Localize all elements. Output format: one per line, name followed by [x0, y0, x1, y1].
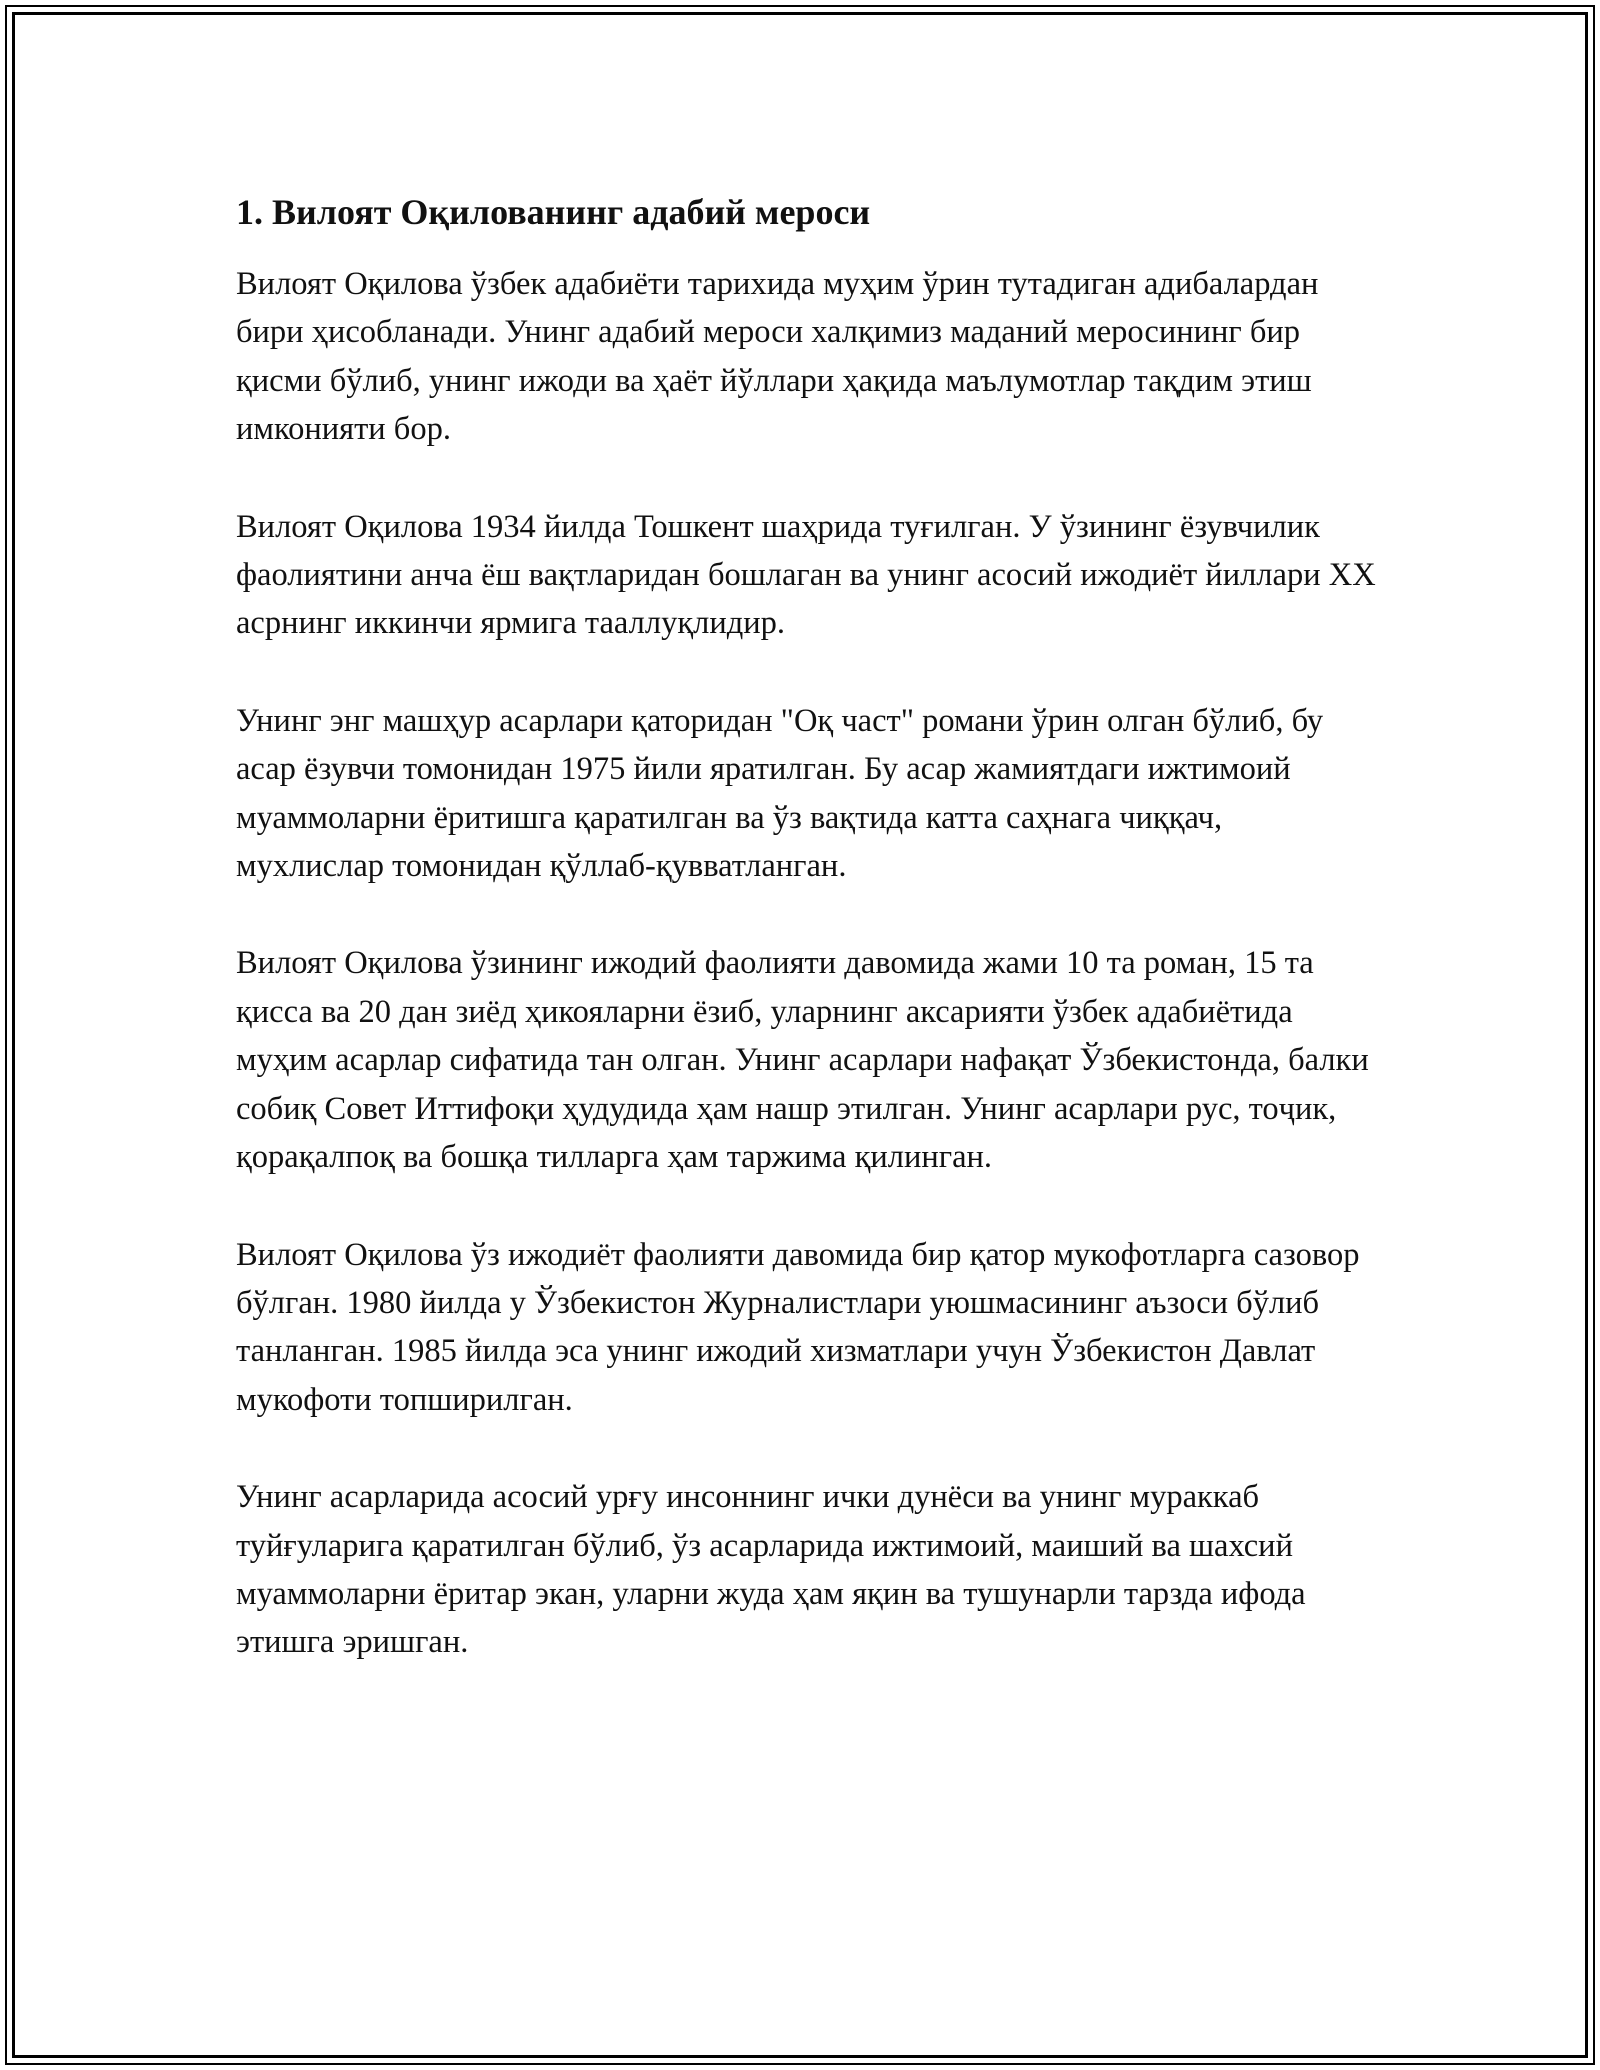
- paragraph: Вилоят Оқилова 1934 йилда Тошкент шаҳрида туғилган. У ўзининг ёзувчилик фаолиятини анча ёш вақтларидан бошлаган ва унинг асосий ижодиёт йиллари XX асрнинг иккинчи ярмига тааллуқлидир.: [236, 508, 1376, 642]
- paragraph: Вилоят Оқилова ўзининг ижодий фаолияти давомида жами 10 та роман, 15 та қисса ва 20 дан зиёд ҳикояларни ёзиб, уларнинг аксарияти ўзбек адабиётида муҳим асарлар сифатида тан олган. Унинг асарлари нафақат Ўзбекистонда, балки собиқ Совет Иттифоқи ҳудудида ҳам нашр этилган. Унинг асарлари рус, тоҷик, қорақалпоқ ва бошқа тилларга ҳам таржима қилинган.: [236, 945, 1369, 1176]
- paragraph: Унинг энг машҳур асарлари қаторидан "Оқ част" романи ўрин олган бўлиб, бу асар ёзувчи томонидан 1975 йили яратилган. Бу асар жамиятдаги ижтимоий муаммоларни ёритишга қаратилган ва ўз вақтида катта саҳнага чиққач, мухлислар томонидан қўллаб-қувватланган.: [236, 702, 1324, 885]
- section-heading: 1. Вилоят Оқилованинг адабий мероси: [236, 192, 871, 232]
- paragraph: Унинг асарларида асосий урғу инсоннинг ички дунёси ва унинг мураккаб туйғуларига қаратилган бўлиб, ўз асарларида ижтимоий, маиший ва шахсий муаммоларни ёритар экан, уларни жуда ҳам яқин ва тушунарли тарзда ифода этишга эришган.: [236, 1479, 1306, 1661]
- document-body: [236, 186, 1376, 1667]
- paragraph: Вилоят Оқилова ўз ижодиёт фаолияти давомида бир қатор мукофотларга сазовор бўлган. 1980 йилда у Ўзбекистон Журналистлари уюшмасининг аъзоси бўлиб танланган. 1985 йилда эса унинг ижодий хизматлари учун Ўзбекистон Давлат мукофоти топширилган.: [236, 1236, 1360, 1418]
- paragraph: Вилоят Оқилова ўзбек адабиёти тарихида муҳим ўрин тутадиган адибалардан бири ҳисобланади. Унинг адабий мероси халқимиз маданий меросининг бир қисми бўлиб, унинг ижоди ва ҳаёт йўллари ҳақида маълумотлар тақдим этиш имконияти бор.: [236, 266, 1319, 448]
